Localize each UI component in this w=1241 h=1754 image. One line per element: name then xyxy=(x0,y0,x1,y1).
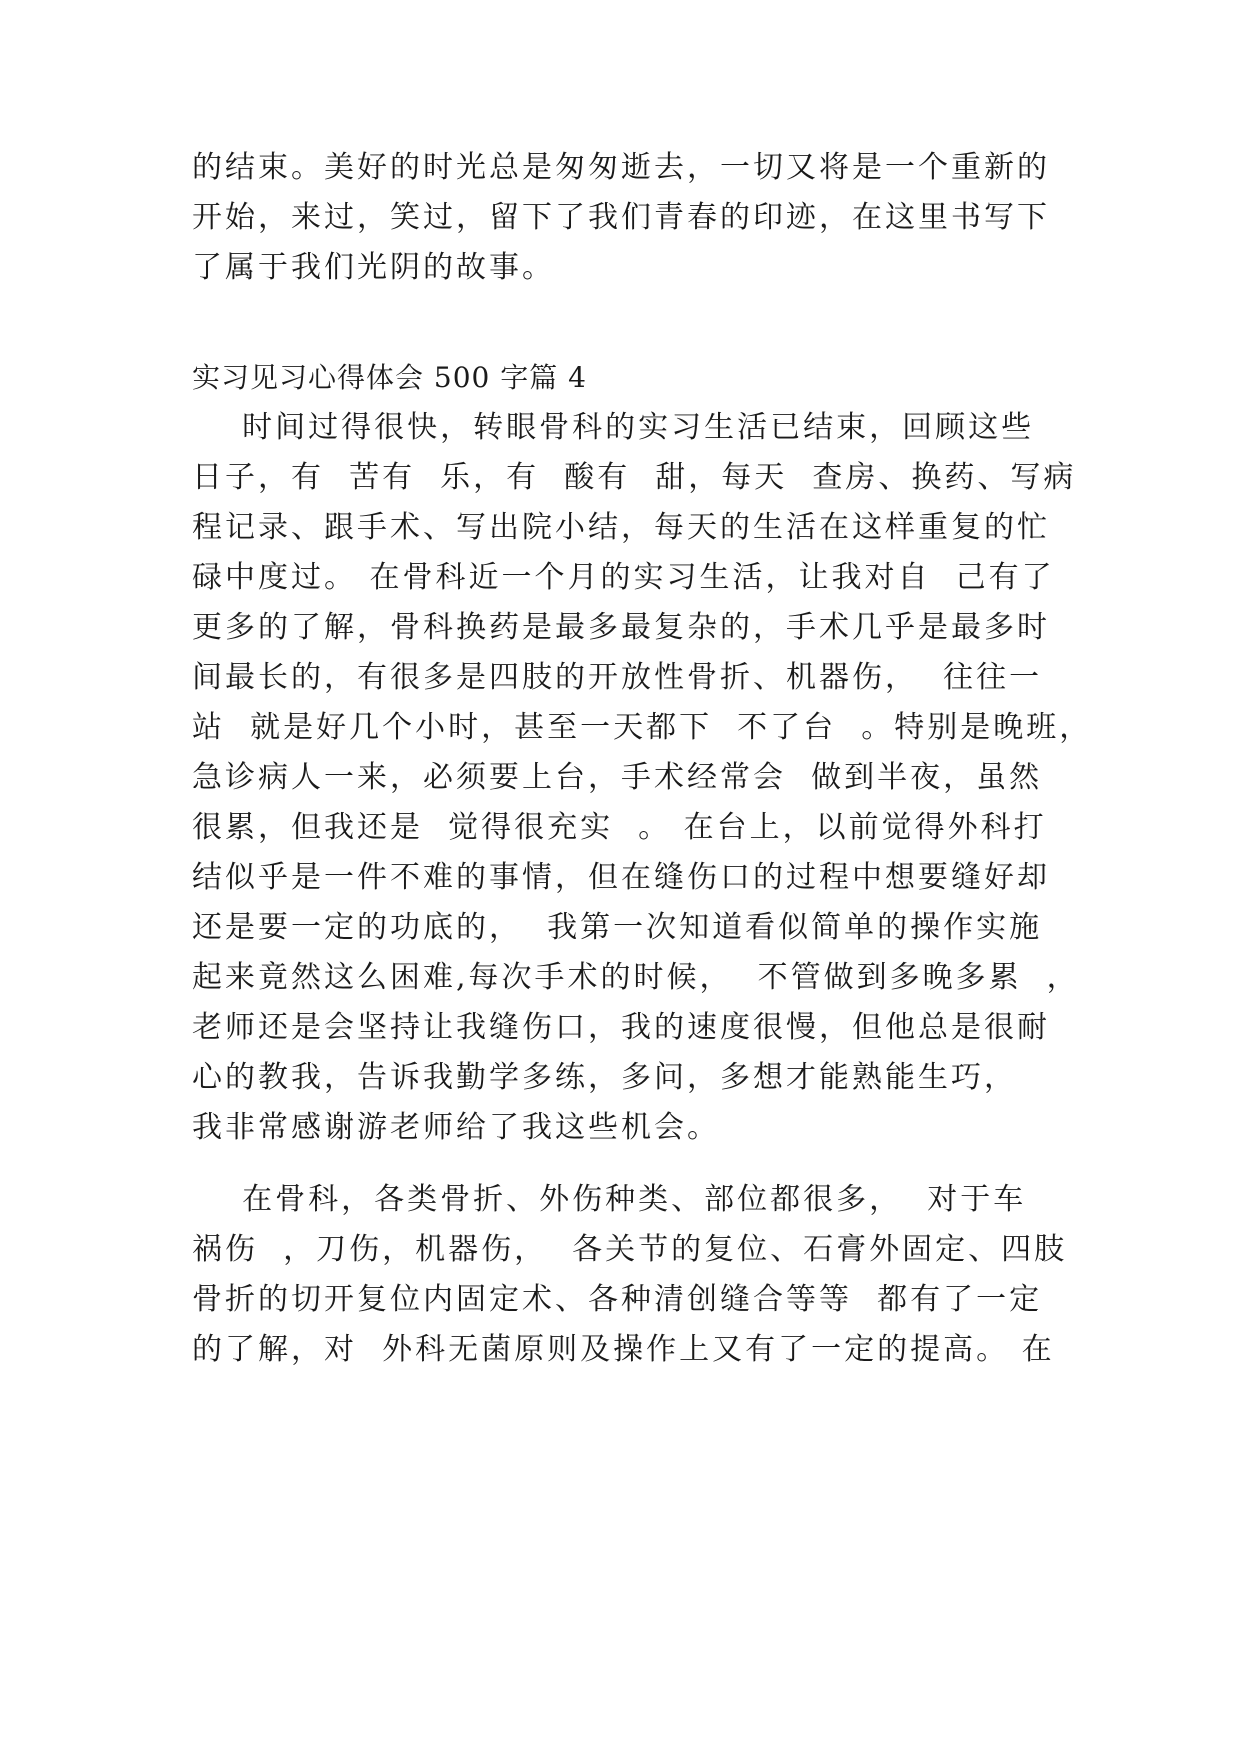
text-line: 碌中度过。 在骨科近一个月的实习生活，让我对自 己有了 xyxy=(192,560,1055,595)
text-line: 的了解，对 外科无菌原则及操作上又有了一定的提高。 在 xyxy=(192,1332,1055,1367)
text-line: 心的教我，告诉我勤学多练，多问，多想才能熟能生巧， xyxy=(192,1060,1017,1095)
text-line: 还是要一定的功底的， 我第一次知道看似简单的操作实施 xyxy=(192,910,1043,945)
text-line: 更多的了解，骨科换药是最多最复杂的，手术几乎是最多时 xyxy=(192,610,1050,645)
text-line: 结似乎是一件不难的事情，但在缝伤口的过程中想要缝好却 xyxy=(192,860,1050,895)
text-line: 祸伤 ，刀伤，机器伤， 各关节的复位、石膏外固定、四肢 xyxy=(192,1232,1068,1267)
text-line: 起来竟然这么困难,每次手术的时候， 不管做到多晚多累 ， xyxy=(192,960,1080,995)
text-line: 老师还是会坚持让我缝伤口，我的速度很慢，但他总是很耐 xyxy=(192,1010,1050,1045)
text-line: 开始，来过，笑过，留下了我们青春的印迹，在这里书写下 xyxy=(192,200,1050,235)
text-line: 了属于我们光阴的故事。 xyxy=(192,250,555,285)
text-line: 急诊病人一来，必须要上台，手术经常会 做到半夜，虽然 xyxy=(192,760,1043,795)
text-line: 程记录、跟手术、写出院小结，每天的生活在这样重复的忙 xyxy=(192,510,1050,545)
text-line: 时间过得很快，转眼骨科的实习生活已结束，回顾这些 xyxy=(192,410,1035,445)
text-line: 我非常感谢游老师给了我这些机会。 xyxy=(192,1110,720,1145)
text-line: 在骨科，各类骨折、外伤种类、部位都很多， 对于车 xyxy=(192,1182,1027,1217)
text-line: 的结束。美好的时光总是匆匆逝去，一切又将是一个重新的 xyxy=(192,150,1050,185)
text-line: 日子，有 苦有 乐，有 酸有 甜，每天 查房、换药、写病 xyxy=(192,460,1077,495)
text-line: 间最长的，有很多是四肢的开放性骨折、机器伤， 往往一 xyxy=(192,660,1043,695)
text-line: 很累，但我还是 觉得很充实 。 在台上，以前觉得外科打 xyxy=(192,810,1047,845)
text-line: 站 就是好几个小时，甚至一天都下 不了台 。特别是晚班， xyxy=(192,710,1093,745)
text-line: 骨折的切开复位内固定术、各种清创缝合等等 都有了一定 xyxy=(192,1282,1043,1317)
section-heading: 实习见习心得体会 500 字篇 4 xyxy=(192,361,587,394)
